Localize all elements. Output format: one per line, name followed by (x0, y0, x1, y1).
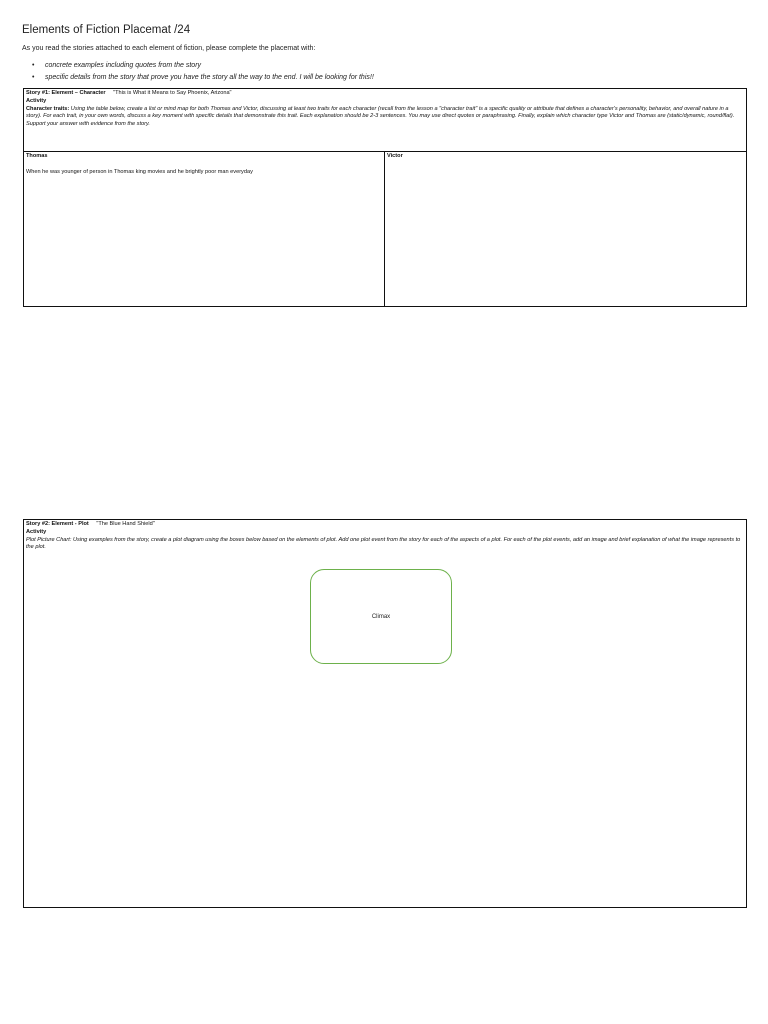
story2-instructions: Plot Picture Chart: Using examples from the story, create a plot diagram using the boxes below based on the elements of plot. Add one plot event from the story for each of the aspects of a plot. For each of the plot events, add an image and brief explanation of what the image represents to the plot. (26, 536, 741, 551)
thomas-header: Thomas (26, 153, 48, 159)
climax-box[interactable] (310, 569, 452, 664)
story2-activity-label: Activity (26, 528, 47, 535)
story1-instructions: Using the table below, create a list or mind map for both Thomas and Victor, discussing at least two traits for each character (recall from the lesson a "character trait" is a specific quality or attribute that defines a character's personality, behavior, and overall nature in a story). For each trait, in your own words, discuss a key moment with specific details that demonstrate this trait. Each explanation should be 2-3 sentences. You may use direct quotes or paraphrasing. Finally, explain which character type Victor and Thomas are (static/dynamic, round/flat). Support your answer with evidence from the story. (26, 105, 735, 128)
story1-header-cell (23, 88, 747, 152)
story1-activity-label: Activity (26, 97, 47, 104)
story2-label: Story #2: Element - Plot (26, 521, 89, 527)
list-item: • specific details from the story that prove you have the story all the way to the end. I will be looking for this!! (32, 72, 374, 84)
intro-text: As you read the stories attached to each element of fiction, please complete the placemat with: (22, 45, 316, 52)
story1-traits-label: Character traits: (26, 105, 70, 112)
story2-title: "The Blue Hand Shield" (96, 521, 155, 527)
victor-cell[interactable] (384, 151, 747, 307)
list-item: • concrete examples including quotes from the story (32, 60, 374, 72)
thomas-answer: When he was younger of person in Thomas king movies and he brightly poor man everyday (26, 169, 253, 175)
story1-title: "This is What it Means to Say Phoenix, Arizona" (113, 90, 232, 96)
thomas-cell[interactable] (23, 151, 385, 307)
page-title: Elements of Fiction Placemat /24 (22, 24, 191, 36)
climax-label: Climax (371, 613, 391, 620)
victor-header: Victor (387, 153, 403, 159)
story1-label: Story #1: Element – Character (26, 90, 106, 96)
instruction-list (32, 60, 374, 84)
